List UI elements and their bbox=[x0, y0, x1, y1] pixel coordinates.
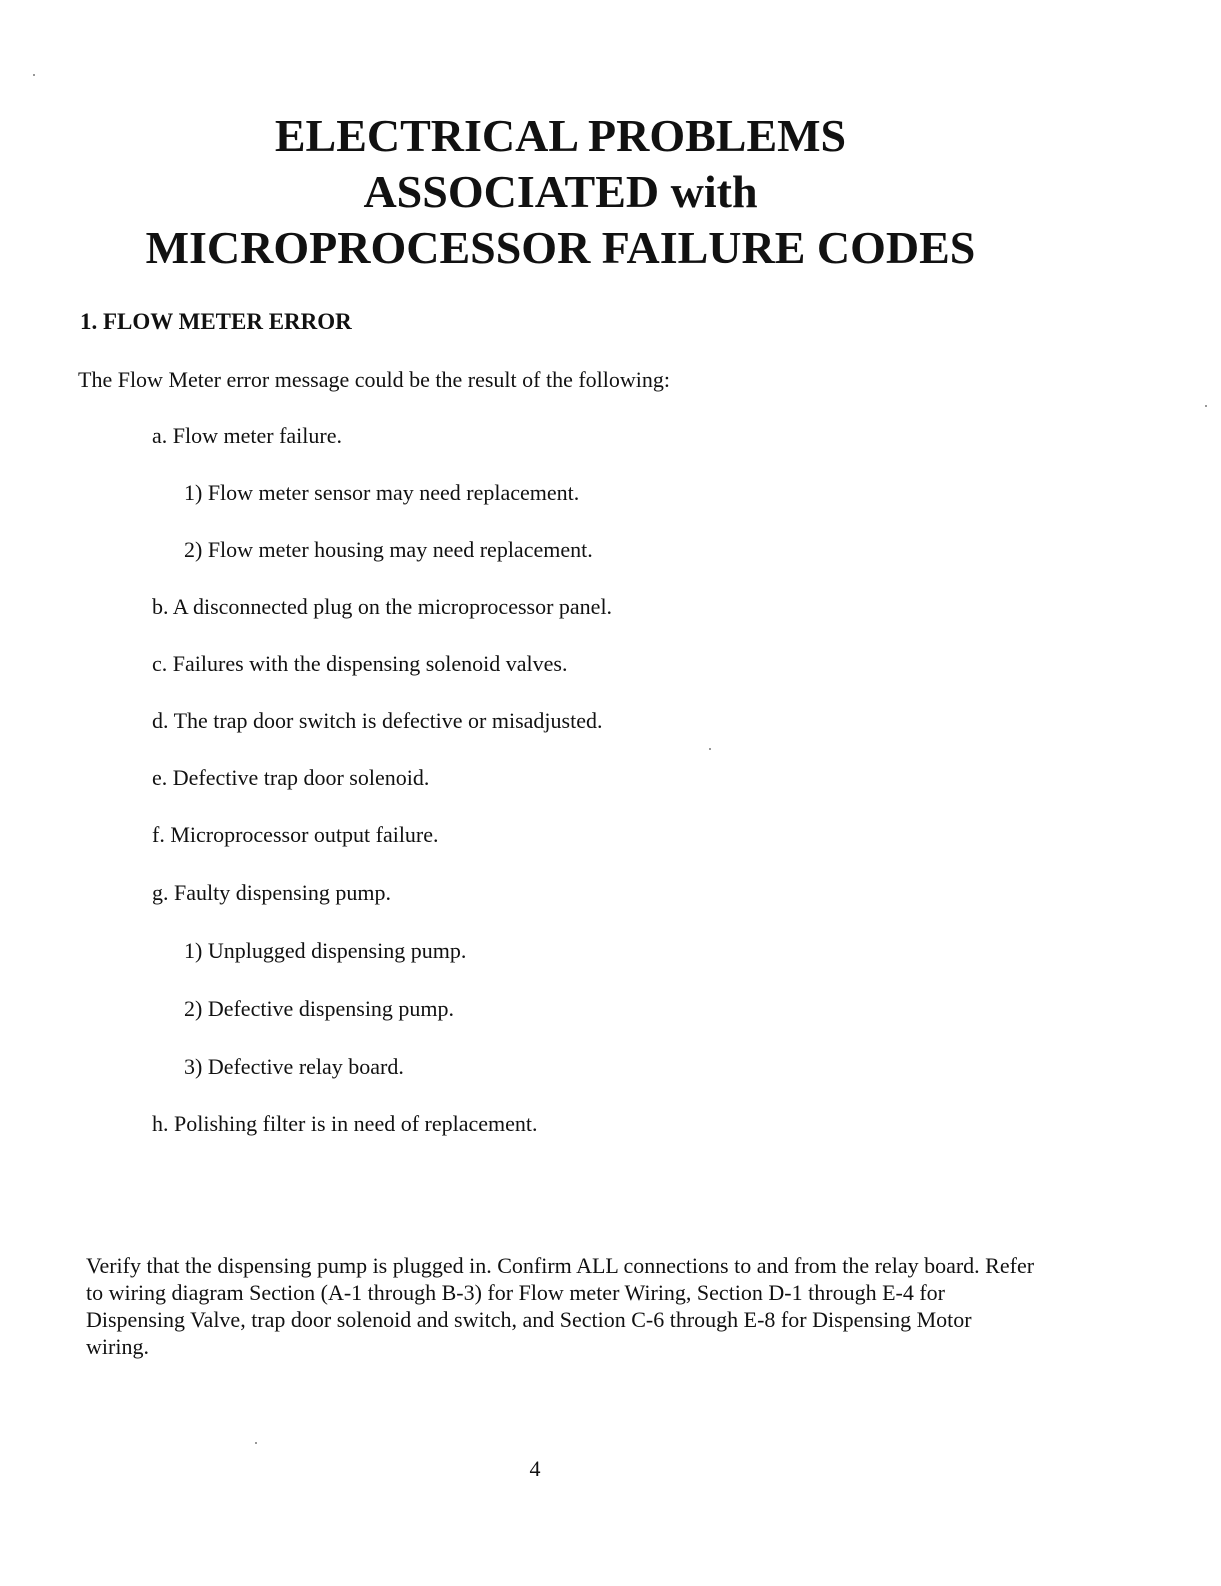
list-item-e: e. Defective trap door solenoid. bbox=[152, 765, 430, 790]
scan-speck bbox=[709, 748, 711, 750]
list-item-d: d. The trap door switch is defective or misadjusted. bbox=[152, 708, 603, 733]
list-subitem-g3: 3) Defective relay board. bbox=[184, 1054, 404, 1079]
list-item-b: b. A disconnected plug on the microprocessor panel. bbox=[152, 594, 613, 619]
scan-speck bbox=[255, 1442, 257, 1444]
scan-speck bbox=[1205, 405, 1207, 407]
list-item-c: c. Failures with the dispensing solenoid valves. bbox=[152, 651, 568, 676]
list-item-a: a. Flow meter failure. bbox=[152, 423, 342, 448]
list-subitem-a2: 2) Flow meter housing may need replacement. bbox=[184, 537, 593, 562]
list-item-g: g. Faulty dispensing pump. bbox=[152, 880, 391, 905]
page-title-line-1: ELECTRICAL PROBLEMS bbox=[274, 110, 847, 161]
page-title-line-3: MICROPROCESSOR FAILURE CODES bbox=[145, 222, 976, 273]
list-subitem-g2: 2) Defective dispensing pump. bbox=[184, 996, 455, 1021]
page-title-line-2: ASSOCIATED with bbox=[363, 166, 758, 217]
list-subitem-a1: 1) Flow meter sensor may need replacement. bbox=[184, 480, 580, 505]
list-subitem-g1: 1) Unplugged dispensing pump. bbox=[184, 938, 467, 963]
scan-speck bbox=[33, 74, 35, 76]
section-intro: The Flow Meter error message could be the result of the following: bbox=[78, 367, 671, 392]
page-number: 4 bbox=[529, 1456, 541, 1481]
section-heading: 1. FLOW METER ERROR bbox=[80, 309, 352, 334]
list-item-f: f. Microprocessor output failure. bbox=[152, 822, 439, 847]
verification-note: Verify that the dispensing pump is plugged in. Confirm ALL connections to and from the relay board. Refer to wiring diagram Section (A-1 through B-3) for Flow meter Wiring, Section D-1 through E-4 for Dispensing Valve, trap door solenoid and switch, and Section C-6 through E-8 for Dispensing Motor wiring. bbox=[86, 1253, 1035, 1359]
page-title bbox=[0, 108, 1121, 276]
list-item-h: h. Polishing filter is in need of replacement. bbox=[152, 1111, 538, 1136]
